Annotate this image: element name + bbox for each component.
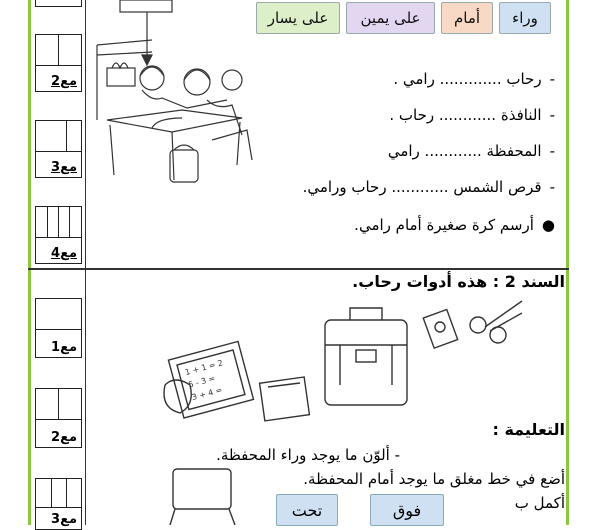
chair-illustration	[165, 465, 240, 525]
slate-line-2: 5 - 3 =	[187, 373, 217, 390]
school-tools-illustration	[160, 295, 530, 425]
chip-left-of[interactable]: على يسار	[256, 2, 340, 34]
section-separator	[28, 268, 569, 270]
draw-task: ●أرسم كرة صغيرة أمام رامي.	[354, 216, 555, 234]
exercise-line-4: -قرص الشمس ............ رحاب ورامي.	[302, 178, 555, 196]
instruction-heading: التعليمة :	[492, 420, 565, 439]
answer-button-above[interactable]: فوق	[370, 494, 444, 526]
score-label: مع2	[51, 74, 77, 89]
instruction-line-2: أضع في خط مغلق ما يوجد أمام المحفظة.	[303, 470, 565, 488]
instruction-line-1: - ألوّن ما يوجد وراء المحفظة.	[216, 446, 400, 464]
score-label: مع3	[51, 512, 77, 527]
score-box-ma3	[35, 120, 82, 178]
column-separator	[85, 0, 86, 525]
chip-right-of[interactable]: على يمين	[346, 2, 435, 34]
score-label: مع1	[51, 340, 77, 355]
score-box-ma1	[35, 298, 82, 358]
exercise-line-1: -رحاب ............. رامي .	[393, 70, 555, 88]
left-border	[28, 0, 31, 525]
exercise-line-3: -المحفظة ............ رامي	[387, 142, 555, 160]
answer-button-below[interactable]: تحت	[276, 494, 338, 526]
score-label: مع3	[51, 160, 77, 175]
score-box-partial	[35, 0, 82, 7]
score-box-ma2b	[35, 388, 82, 448]
score-box-ma3b	[35, 478, 82, 530]
score-box-ma2	[35, 34, 82, 92]
classroom-illustration	[92, 0, 257, 195]
slate-line-3: 3 + 4 =	[190, 385, 224, 403]
right-border	[566, 0, 569, 525]
section2-title: السند 2 : هذه أدوات رحاب.	[352, 272, 565, 291]
score-box-ma4	[35, 206, 82, 264]
instruction-line-3: أكمل ب	[514, 494, 565, 512]
chip-behind[interactable]: وراء	[499, 2, 551, 34]
chip-front[interactable]: أمام	[441, 2, 493, 34]
score-label: مع2	[51, 430, 77, 445]
exercise-line-2: -النافذة ............ رحاب .	[389, 106, 555, 124]
score-label: مع4	[51, 246, 77, 261]
slate-line-1: 1 + 1 = 2	[184, 358, 224, 378]
